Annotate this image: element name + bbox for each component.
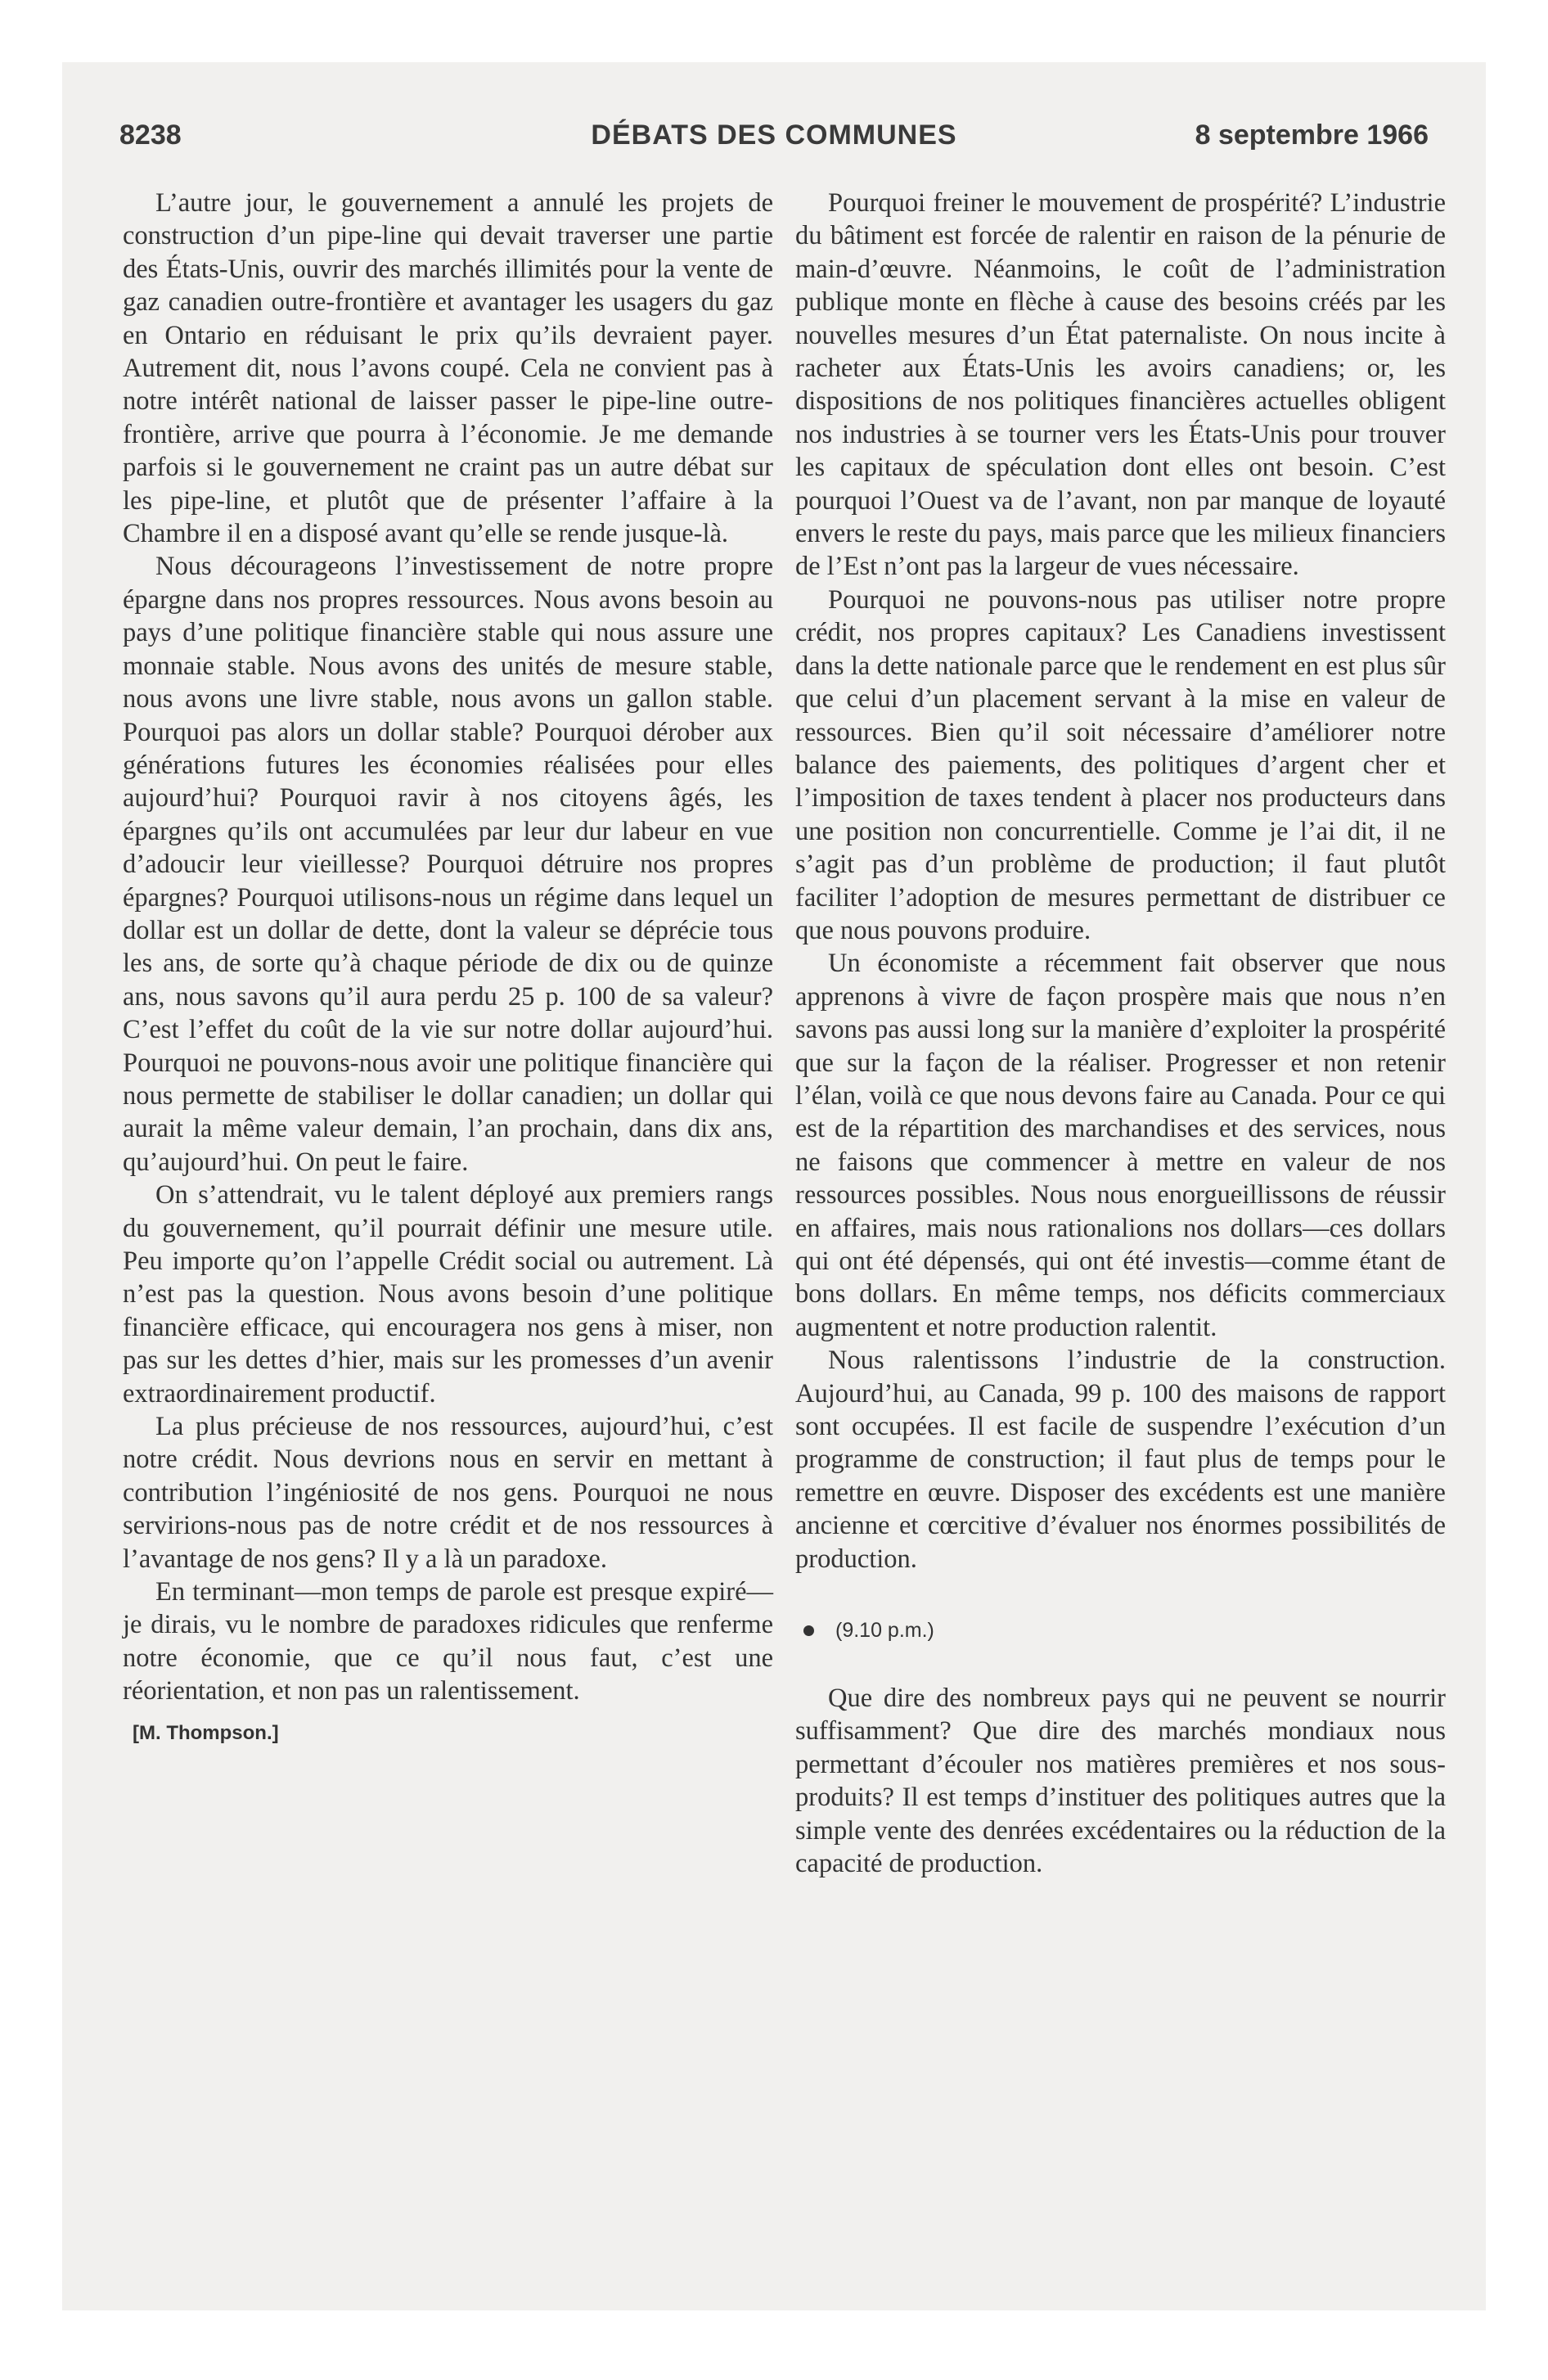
time-text: (9.10 p.m.): [835, 1619, 934, 1643]
page-number: 8238: [119, 119, 182, 151]
page-header: [119, 119, 1429, 169]
paragraph: En terminant—mon temps de parole est presque expiré—je dirais, vu le nombre de paradoxes ridicules que renferme notre économie, que ce qu’il nous faut, c’est une réorientation, et non pas un ralentissement.: [123, 1577, 773, 1706]
right-column: [795, 187, 1446, 1881]
bullet-icon: [803, 1625, 814, 1636]
paragraph: La plus précieuse de nos ressources, aujourd’hui, c’est notre crédit. Nous devrions nous en servir en mettant à contribution l’ingéniosité de nos gens. Pourquoi ne nous servirions-nous pas de notre crédit et de nos ressources à l’avantage de nos gens? Il y a là un paradoxe.: [123, 1412, 773, 1574]
page-date: 8 septembre 1966: [1195, 119, 1429, 151]
left-column: [123, 187, 773, 1746]
paragraph: Que dire des nombreux pays qui ne peuvent se nourrir suffisamment? Que dire des marchés mondiaux nous permettant d’écouler nos matières premières et nos sous-produits? Il est temps d’instituer des politiques autres que la simple vente des denrées excédentaires ou la réduction de la capacité de production.: [795, 1684, 1446, 1879]
time-marker: [795, 1618, 1446, 1643]
speaker-attribution: [M. Thompson.]: [133, 1721, 279, 1744]
publication-title: DÉBATS DES COMMUNES: [591, 119, 957, 151]
paragraph: Nous décourageons l’investissement de notre propre épargne dans nos propres ressources. Nous avons besoin au pays d’une politique financière stable qui nous assure une monnaie stable. Nous avons des unités de mesure stable, nous avons une livre stable, nous avons un gallon stable. Pourquoi pas alors un dollar stable? Pourquoi dérober aux générations futures les économies réalisées pour elles aujourd’hui? Pourquoi ravir à nos citoyens âgés, les épargnes qu’ils ont accumulées par leur dur labeur en vue d’adoucir leur vieillesse? Pourquoi détruire nos propres épargnes? Pourquoi utilisons-nous un régime dans lequel un dollar est un dollar de dette, dont la valeur se déprécie tous les ans, de sorte qu’à chaque période de dix ou de quinze ans, nous savons qu’il aura perdu 25 p. 100 de sa valeur? C’est l’effet du coût de la vie sur notre dollar aujourd’hui. Pourquoi ne pouvons-nous avoir une politique financière qui nous permette de stabiliser le dollar canadien; un dollar qui aurait la même valeur demain, l’an prochain, dans dix ans, qu’aujourd’hui. On peut le faire.: [123, 552, 773, 1177]
paragraph: On s’attendrait, vu le talent déployé aux premiers rangs du gouvernement, qu’il pourrait définir une mesure utile. Peu importe qu’on l’appelle Crédit social ou autrement. Là n’est pas la question. Nous avons besoin d’une politique financière efficace, qui encouragera nos gens à miser, non pas sur les dettes d’hier, mais sur les promesses d’un avenir extraordinairement productif.: [123, 1180, 773, 1409]
scanned-page: [62, 62, 1486, 2310]
paragraph: L’autre jour, le gouvernement a annulé les projets de construction d’un pipe-line qui devait traverser une partie des États-Unis, ouvrir des marchés illimités pour la vente de gaz canadien outre-frontière et avantager les usagers du gaz en Ontario en réduisant le prix qu’ils devraient payer. Autrement dit, nous l’avons coupé. Cela ne convient pas à notre intérêt national de laisser passer le pipe-line outre-frontière, arrive que pourra à l’économie. Je me demande parfois si le gouvernement ne craint pas un autre débat sur les pipe-line, et plutôt que de présenter l’affaire à la Chambre il en a disposé avant qu’elle se rende jusque-là.: [123, 188, 773, 549]
paragraph: Un économiste a récemment fait observer que nous apprenons à vivre de façon prospère mais que nous n’en savons pas aussi long sur la manière d’exploiter la prospérité que sur la façon de la réaliser. Progresser et non retenir l’élan, voilà ce que nous devons faire au Canada. Pour ce qui est de la répartition des marchandises et des services, nous ne faisons que commencer à mettre en valeur de nos ressources possibles. Nous nous enorgueillissons de réussir en affaires, mais nous rationalions nos dollars—ces dollars qui ont été dépensés, qui ont été investis—comme étant de bons dollars. En même temps, nos déficits commerciaux augmentent et notre production ralentit.: [795, 949, 1446, 1342]
paragraph: Pourquoi freiner le mouvement de prospérité? L’industrie du bâtiment est forcée de ralentir en raison de la pénurie de main-d’œuvre. Néanmoins, le coût de l’administration publique monte en flèche à cause des besoins créés par les nouvelles mesures d’un État paternaliste. On nous incite à racheter aux États-Unis les avoirs canadiens; or, les dispositions de nos politiques financières actuelles obligent nos industries à se tourner vers les États-Unis pour trouver les capitaux de spéculation dont elles ont besoin. C’est pourquoi l’Ouest va de l’avant, non par manque de loyauté envers le reste du pays, mais parce que les milieux financiers de l’Est n’ont pas la largeur de vues nécessaire.: [795, 188, 1446, 582]
paragraph: Pourquoi ne pouvons-nous pas utiliser notre propre crédit, nos propres capitaux? Les Canadiens investissent dans la dette nationale parce que le rendement en est plus sûr que celui d’un placement servant à la mise en valeur de ressources. Bien qu’il soit nécessaire d’améliorer notre balance des paiements, des politiques d’argent cher et l’imposition de taxes tendent à placer nos producteurs dans une position non concurrentielle. Comme je l’ai dit, il ne s’agit pas d’un problème de production; il faut plutôt faciliter l’adoption de mesures permettant de distribuer ce que nous pouvons produire.: [795, 584, 1446, 945]
paragraph: Nous ralentissons l’industrie de la construction. Aujourd’hui, au Canada, 99 p. 100 des maisons de rapport sont occupées. Il est facile de suspendre l’exécution d’un programme de construction; il faut plus de temps pour le remettre en œuvre. Disposer des excédents est une manière ancienne et cœrcitive d’évaluer nos énormes possibilités de production.: [795, 1346, 1446, 1574]
